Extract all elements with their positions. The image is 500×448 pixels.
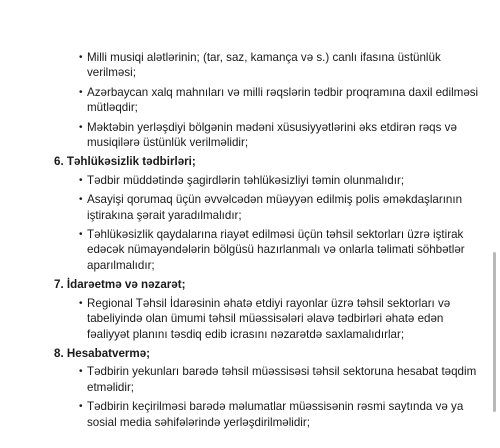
list-item-text: Tədbirin keçirilməsi barədə məlumatlar müəssisənin rəsmi saytında və ya sosial media səhifələrində yerləşdirilməlidir; (87, 400, 464, 429)
list-item-text: Azərbaycan xalq mahnıları və milli rəqslərin tədbir proqramına daxil edilməsi mütləqdir; (87, 85, 479, 115)
section-heading-reporting: 8. Hesabatvermə; (54, 346, 151, 360)
section-heading-management: 7. İdarəetmə və nəzarət; (54, 278, 186, 292)
list-item-text: Asayişi qorumaq üçün əvvəlcədən müəyyən edilmiş polis əməkdaşlarının iştirakına şərait yaradılmalıdır; (87, 193, 463, 222)
list-item-text: Məktəbin yerləşdiyi bölgənin mədəni xüsusiyyətlərini əks etdirən rəqs və musiqilərə üstünlük verilməlidir; (87, 120, 457, 150)
list-item (54, 173, 484, 188)
scrollbar[interactable] (493, 252, 496, 412)
section-heading-safety: 6. Təhlükəsizlik tədbirləri; (54, 155, 196, 169)
bullet-icon: • (79, 86, 83, 98)
list-item (54, 85, 484, 116)
list-item-text: Milli musiqi alətlərinin; (tar, saz, kamança və s.) canlı ifasına üstünlük verilməsi; (87, 51, 441, 80)
list-item (54, 120, 484, 151)
list-item-text: Təhlükəsizlik qaydalarına riayət edilməsi üçün təhsil sektorları üzrə iştirak edəcək nümayəndələrin bölgüsü hazırlanmalı və onlarla təlimati söhbətlər aparılmalıdır; (87, 228, 465, 272)
list-item (54, 364, 484, 395)
bullet-icon: • (79, 297, 83, 309)
list-item-text: Tədbir müddətində şagirdlərin təhlükəsizliyi təmin olunmalıdır; (87, 173, 405, 187)
bullet-icon: • (79, 121, 83, 133)
bullet-icon: • (79, 229, 83, 241)
list-item (54, 50, 484, 81)
bullet-icon: • (79, 174, 83, 186)
document-body (54, 50, 484, 434)
list-item (54, 399, 484, 430)
list-item-text: Regional Təhsil İdarəsinin əhatə etdiyi rayonlar üzrə təhsil sektorları və tabeliyində olan ümumi təhsil müəssisələri əlavə tədbirləri əhatə edən fəaliyyət planını təsdiq edib icrasını nəzarətdə saxlamalıdırlar; (87, 296, 451, 341)
list-item (54, 296, 484, 342)
bullet-icon: • (79, 194, 83, 206)
list-item (54, 192, 484, 223)
bullet-icon: • (79, 366, 83, 378)
bullet-icon: • (79, 52, 83, 63)
bullet-icon: • (79, 401, 83, 413)
list-item (54, 227, 484, 273)
list-item-text: Tədbirin yekunları barədə təhsil müəssisəsi təhsil sektoruna hesabat təqdim etməlidir; (87, 365, 477, 394)
